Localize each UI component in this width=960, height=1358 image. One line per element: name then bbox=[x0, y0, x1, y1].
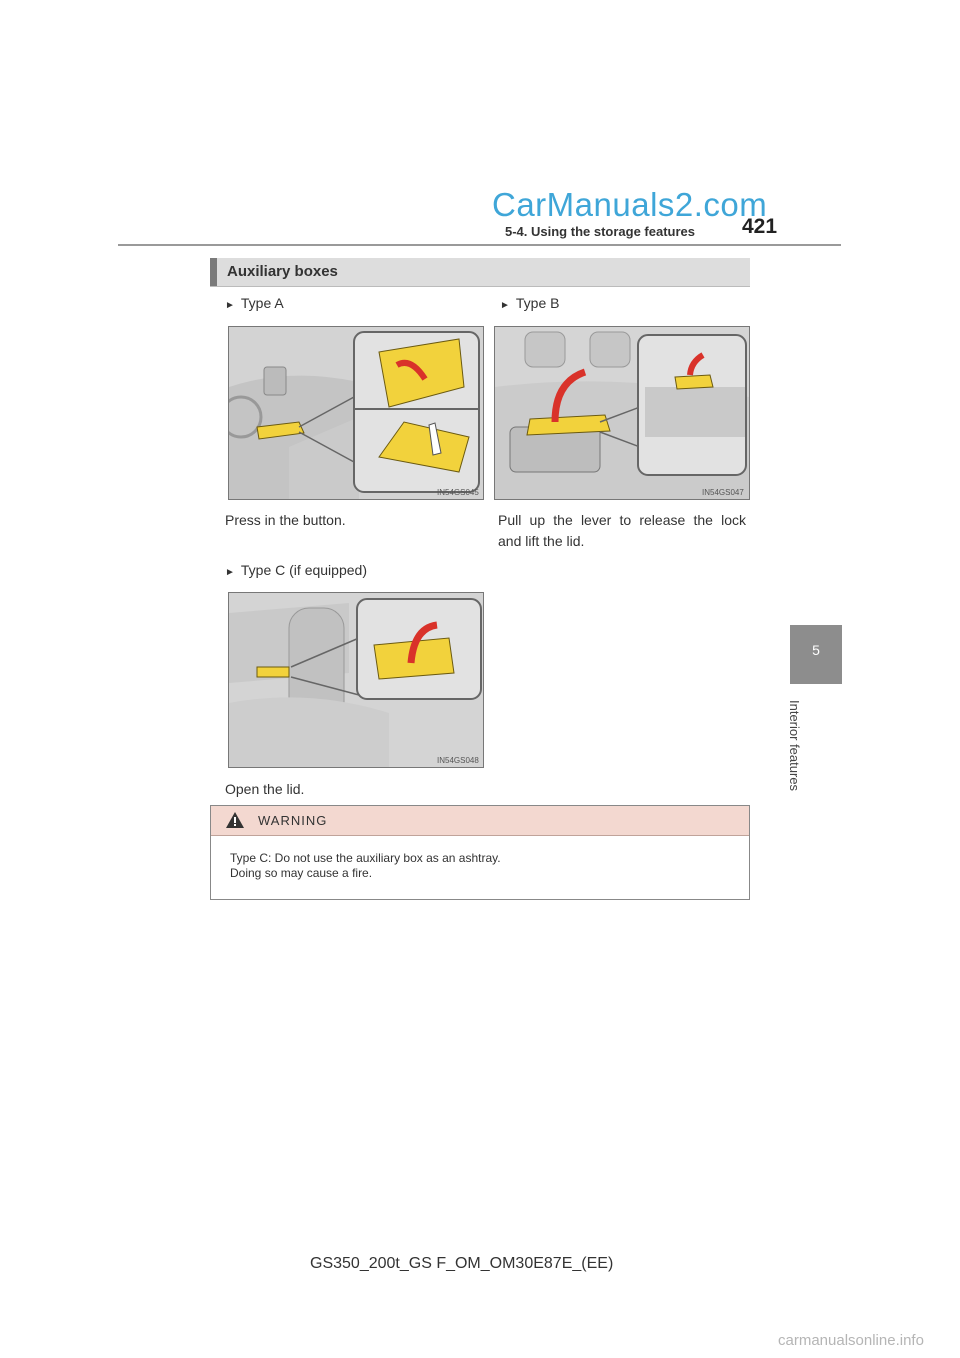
triangle-bullet-icon: ► bbox=[225, 567, 235, 578]
warning-title: WARNING bbox=[258, 813, 328, 828]
header-divider bbox=[118, 244, 841, 246]
figure-b-illustration bbox=[494, 326, 750, 500]
section-header-rule bbox=[210, 286, 750, 287]
figure-b-code: IN54GS047 bbox=[702, 488, 744, 497]
warning-text bbox=[230, 851, 501, 881]
triangle-bullet-icon: ► bbox=[500, 300, 510, 311]
chapter-number: 5 bbox=[812, 642, 820, 658]
figure-a-label: ► Type A bbox=[225, 295, 284, 311]
figure-a-code: IN54GS045 bbox=[437, 488, 479, 497]
warning-line-1: Type C: Do not use the auxiliary box as an ashtray. bbox=[230, 851, 501, 865]
figure-b-caption bbox=[498, 510, 746, 552]
figure-b-caption-line2: and lift the lid. bbox=[498, 533, 585, 549]
figure-c-code: IN54GS048 bbox=[437, 756, 479, 765]
header-section-title: 5-4. Using the storage features bbox=[505, 224, 695, 239]
triangle-bullet-icon: ► bbox=[225, 300, 235, 311]
figure-a-caption: Press in the button. bbox=[225, 512, 346, 528]
warning-line-2: Doing so may cause a fire. bbox=[230, 866, 373, 880]
section-header bbox=[210, 258, 750, 286]
chapter-tab bbox=[790, 625, 842, 684]
page-number: 421 bbox=[742, 215, 778, 238]
section-title: Auxiliary boxes bbox=[227, 263, 338, 280]
warning-triangle-icon bbox=[226, 812, 244, 828]
watermark-bottom: carmanualsonline.info bbox=[778, 1332, 924, 1349]
figure-c-illustration bbox=[228, 592, 484, 768]
warning-header bbox=[211, 806, 749, 836]
watermark-logo: CarManuals2.com bbox=[492, 186, 768, 223]
figure-b-caption-line1: Pull up the lever to release the lock bbox=[498, 512, 746, 528]
figure-c-caption: Open the lid. bbox=[225, 781, 305, 797]
footer-document-code: GS350_200t_GS F_OM_OM30E87E_(EE) bbox=[310, 1255, 614, 1272]
chapter-label: Interior features bbox=[787, 700, 802, 792]
figure-c-label: ► Type C (if equipped) bbox=[225, 562, 367, 578]
figure-b-label: ► Type B bbox=[500, 295, 560, 311]
figure-a-illustration bbox=[228, 326, 484, 500]
